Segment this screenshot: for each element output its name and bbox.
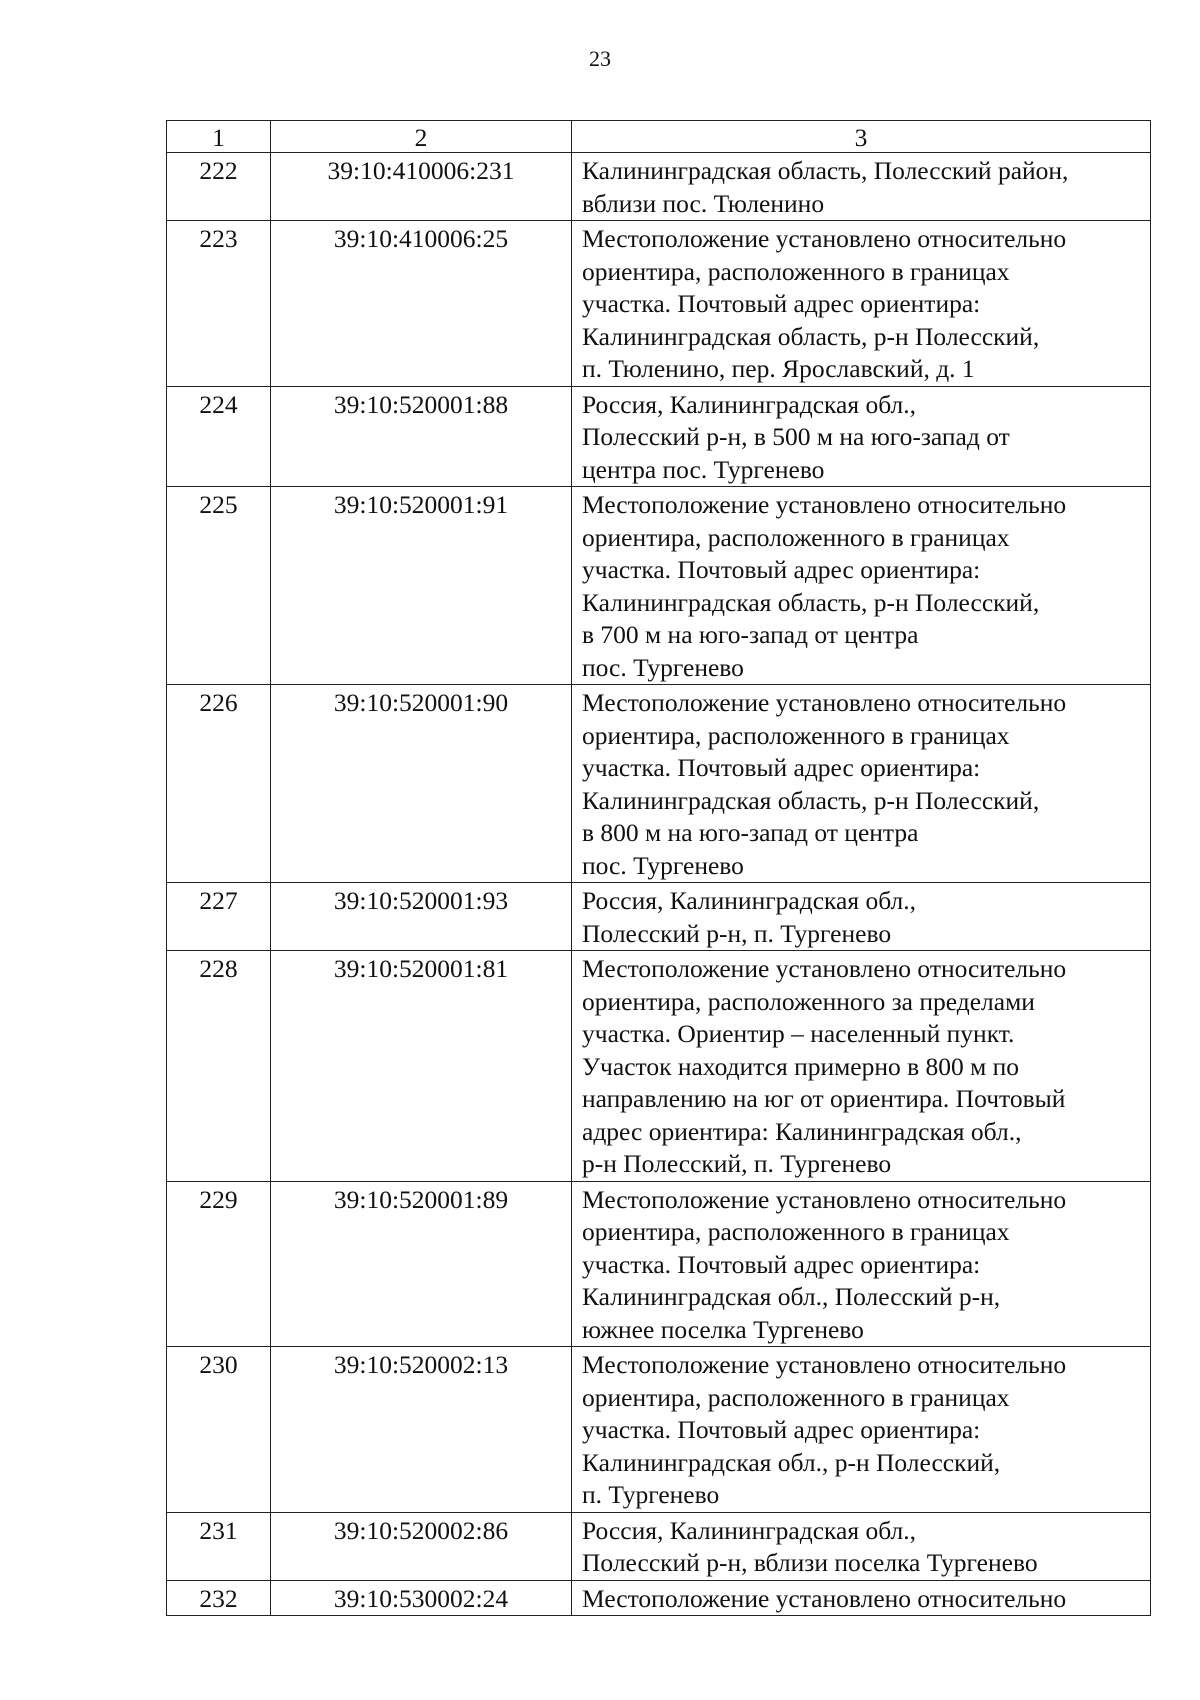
row-number-cell: 231 (167, 1512, 271, 1580)
cadastral-number-cell: 39:10:520002:86 (271, 1512, 572, 1580)
row-number-cell: 229 (167, 1181, 271, 1347)
address-line: ориентира, расположенного в границах (582, 1382, 1010, 1412)
table-row (167, 1181, 1151, 1347)
address-line: вблизи пос. Тюленино (582, 188, 825, 218)
address-cell (572, 1347, 1151, 1513)
address-line: Полесский р-н, вблизи поселка Тургенево (582, 1548, 1038, 1577)
table-row (167, 951, 1151, 1182)
address-cell (572, 386, 1151, 487)
row-number-cell: 225 (167, 487, 271, 685)
address-cell (572, 951, 1151, 1182)
address-line: участка. Почтовый адрес ориентира: (582, 1249, 981, 1279)
address-line: Калининградская обл., Полесский р-н, (582, 1282, 1001, 1311)
address-line: ориентира, расположенного в границах (582, 522, 1010, 552)
address-line: Местоположение установлено относительно (582, 1184, 1067, 1214)
page-number: 23 (589, 46, 611, 71)
address-line: в 700 м на юго-запад от центра (582, 620, 919, 649)
address-line: Полесский р-н, в 500 м на юго-запад от (582, 422, 1010, 451)
column-header-address: 3 (572, 121, 1151, 153)
table-row (167, 883, 1151, 951)
cadastral-number-cell: 39:10:520001:91 (271, 487, 572, 685)
address-line: ориентира, расположенного за пределами (582, 986, 1035, 1016)
cadastral-number-cell: 39:10:520001:88 (271, 386, 572, 487)
address-line: адрес ориентира: Калининградская обл., (582, 1116, 1022, 1146)
address-line: участка. Почтовый адрес ориентира: (582, 555, 981, 584)
address-line: участка. Почтовый адрес ориентира: (582, 289, 981, 318)
land-plot-table (166, 120, 1151, 1616)
address-line: участка. Почтовый адрес ориентира: (582, 753, 981, 782)
address-line: южнее поселка Тургенево (582, 1314, 864, 1344)
address-cell (572, 487, 1151, 685)
table-header-row (167, 121, 1151, 153)
address-line: Полесский р-н, п. Тургенево (582, 918, 892, 948)
row-number-cell: 228 (167, 951, 271, 1182)
cadastral-number-cell: 39:10:520001:93 (271, 883, 572, 951)
table-body (167, 153, 1151, 1616)
row-number-cell: 227 (167, 883, 271, 951)
address-line: Калининградская область, р-н Полесский, (582, 587, 1040, 617)
address-cell (572, 685, 1151, 883)
cadastral-number-cell: 39:10:410006:231 (271, 153, 572, 221)
row-number-cell: 230 (167, 1347, 271, 1513)
address-cell (572, 1181, 1151, 1347)
address-line: Россия, Калининградская обл., (582, 1515, 917, 1545)
cadastral-number-cell: 39:10:410006:25 (271, 221, 572, 387)
row-number-cell: 222 (167, 153, 271, 221)
address-line: Калининградская обл., р-н Полесский, (582, 1447, 1001, 1477)
address-line: Участок находится примерно в 800 м по (582, 1051, 1020, 1081)
address-line: р-н Полесский, п. Тургенево (582, 1149, 892, 1178)
address-line: в 800 м на юго-запад от центра (582, 818, 919, 847)
row-number-cell: 223 (167, 221, 271, 387)
address-line: Калининградская область, р-н Полесский, (582, 321, 1040, 351)
address-line: пос. Тургенево (582, 850, 744, 880)
address-line: Россия, Калининградская обл., (582, 389, 917, 419)
address-line: Местоположение установлено относительно (582, 1350, 1067, 1379)
table-row (167, 685, 1151, 883)
row-number-cell: 232 (167, 1580, 271, 1616)
address-line: п. Тюленино, пер. Ярославский, д. 1 (582, 354, 975, 383)
address-line: Местоположение установлено относительно (582, 1583, 1067, 1613)
address-line: центра пос. Тургенево (582, 454, 825, 484)
address-cell (572, 221, 1151, 387)
address-line: Местоположение установлено относительно (582, 490, 1067, 519)
address-line: п. Тургенево (582, 1480, 720, 1509)
column-header-number: 1 (167, 121, 271, 153)
table-row (167, 221, 1151, 387)
cadastral-number-cell: 39:10:520001:81 (271, 951, 572, 1182)
row-number-cell: 226 (167, 685, 271, 883)
address-cell (572, 1512, 1151, 1580)
cadastral-number-cell: 39:10:520001:89 (271, 1181, 572, 1347)
address-line: Местоположение установлено относительно (582, 224, 1067, 253)
table-row (167, 153, 1151, 221)
address-line: Местоположение установлено относительно (582, 688, 1067, 717)
address-line: участка. Ориентир – населенный пункт. (582, 1019, 1015, 1048)
address-line: Россия, Калининградская обл., (582, 886, 917, 915)
cadastral-number-cell: 39:10:520002:13 (271, 1347, 572, 1513)
address-cell (572, 883, 1151, 951)
table-row (167, 386, 1151, 487)
address-line: направлению на юг от ориентира. Почтовый (582, 1084, 1066, 1113)
address-line: Калининградская область, р-н Полесский, (582, 785, 1040, 815)
address-cell (572, 1580, 1151, 1616)
address-line: участка. Почтовый адрес ориентира: (582, 1415, 981, 1444)
column-header-cadastral: 2 (271, 121, 572, 153)
address-line: Местоположение установлено относительно (582, 954, 1067, 983)
row-number-cell: 224 (167, 386, 271, 487)
table-row (167, 1512, 1151, 1580)
address-line: пос. Тургенево (582, 652, 744, 682)
address-line: ориентира, расположенного в границах (582, 1217, 1010, 1246)
address-cell (572, 153, 1151, 221)
address-line: Калининградская область, Полесский район, (582, 156, 1069, 185)
cadastral-number-cell: 39:10:530002:24 (271, 1580, 572, 1616)
table-row (167, 487, 1151, 685)
cadastral-number-cell: 39:10:520001:90 (271, 685, 572, 883)
address-line: ориентира, расположенного в границах (582, 256, 1010, 286)
address-line: ориентира, расположенного в границах (582, 720, 1010, 750)
table-row (167, 1580, 1151, 1616)
table-row (167, 1347, 1151, 1513)
